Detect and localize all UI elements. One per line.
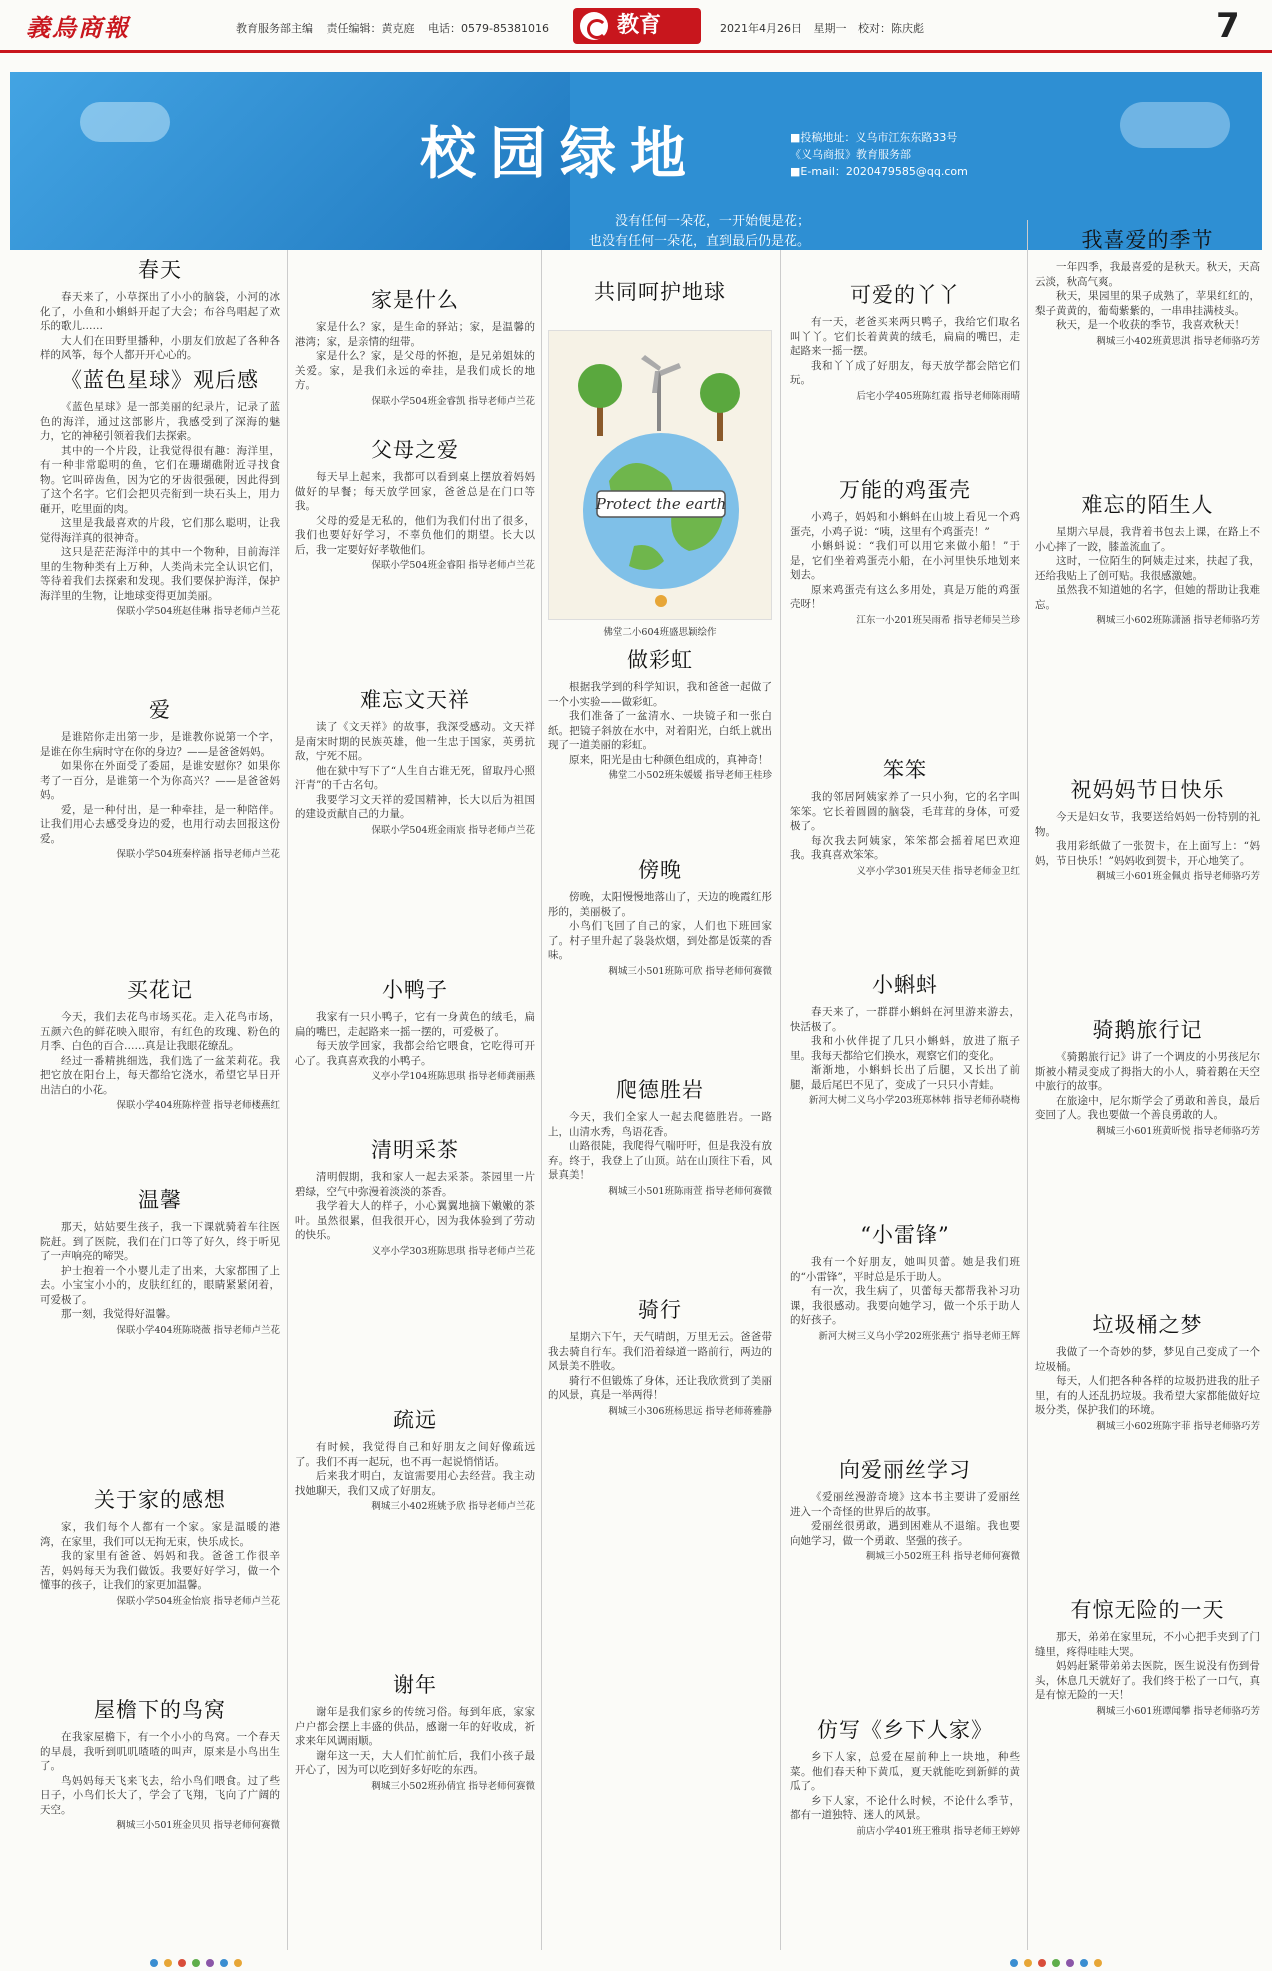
picture-heading: 共同呵护地球 (594, 280, 726, 304)
article-title: 难忘文天祥 (360, 688, 470, 712)
article-title: 骑行 (638, 1298, 682, 1322)
decor-dot (1094, 1959, 1102, 1967)
article-paragraph: 爱丽丝很勇敢，遇到困难从不退缩。我也要向她学习，做一个勇敢、坚强的孩子。 (790, 1520, 1020, 1547)
article-byline: 稠城三小402班黄思淇 指导老师骆巧芳 (1096, 335, 1260, 347)
column-rule (287, 250, 288, 1950)
article-byline: 新河大树二义乌小学203班郑林韩 指导老师孙晓梅 (808, 1095, 1020, 1106)
article-paragraph: 爱，是一种付出，是一种牵挂，是一种陪伴。让我们用心去感受身边的爱，也用行动去回报这份爱。 (40, 803, 280, 845)
article-paragraph: 原来，阳光是由七种颜色组成的，真神奇！ (569, 753, 769, 766)
article-paragraph: 其中的一个片段，让我觉得很有趣：海洋里，有一种非常聪明的鱼，它们在珊瑚礁附近寻找食物。它叫碎齿鱼，因为它的牙齿很强硬，因此得到了这个名字。它们会把贝壳衔到一块石头上，用力砸开，吃里面的肉。 (40, 444, 280, 515)
article-title: 我喜爱的季节 (1081, 228, 1214, 252)
article-title: 万能的鸡蛋壳 (839, 478, 971, 502)
column-rule (541, 250, 542, 1950)
article-paragraph: 乡下人家，不论什么时候，不论什么季节，都有一道独特、迷人的风景。 (790, 1794, 1020, 1821)
decor-dot (1038, 1959, 1046, 1967)
article-paragraph: 每天，人们把各种各样的垃圾扔进我的肚子里，有的人还乱扔垃圾。我希望大家都能做好垃圾分类，保护我们的环境。 (1035, 1375, 1260, 1416)
article (40, 970, 280, 1180)
article (1035, 220, 1260, 485)
article-paragraph: 我和丫丫成了好朋友，每天放学都会陪它们玩。 (790, 359, 1020, 386)
article-byline: 稠城三小601班金佩贞 指导老师骆巧芳 (1096, 871, 1260, 882)
article (40, 1180, 280, 1480)
article-paragraph: 我用彩纸做了一张贺卡，在上面写上：“妈妈，节日快乐！”妈妈收到贺卡，开心地笑了。 (1035, 840, 1260, 867)
article-title: 有惊无险的一天 (1070, 1598, 1225, 1622)
article-title: 家是什么 (371, 288, 459, 312)
article-title: 祝妈妈节日快乐 (1070, 778, 1225, 802)
article (790, 1710, 1020, 1945)
article-paragraph: 有一天，老爸买来两只鸭子，我给它们取名叫丫丫。它们长着黄黄的绒毛，扁扁的嘴巴，走起路来一摇一摆。 (790, 316, 1020, 357)
article-byline: 稠城三小501班陈雨萱 指导老师何赛微 (608, 1185, 772, 1197)
decor-dot (150, 1959, 158, 1967)
meta-phone: 电话：0579-85381016 (428, 22, 549, 35)
article-paragraph: 秋天，果园里的果子成熟了，苹果红红的，梨子黄黄的，葡萄紫紫的，一串串挂满枝头。 (1035, 290, 1260, 317)
article-paragraph: 一年四季，我最喜爱的是秋天。秋天，天高云淡，秋高气爽。 (1035, 261, 1260, 288)
article (295, 280, 535, 430)
article-paragraph: 渐渐地，小蝌蚪长出了后腿，又长出了前腿，最后尾巴不见了，变成了一只只小青蛙。 (790, 1064, 1020, 1091)
article-paragraph: 护士抱着一个小婴儿走了出来，大家都围了上去。小宝宝小小的，皮肤红红的，眼睛紧紧闭着，可爱极了。 (40, 1264, 280, 1306)
meta-editor-in-chief: 教育服务部主编 (236, 22, 313, 35)
article-paragraph: 这里是我最喜欢的片段，它们那么聪明，让我觉得海洋真的很神奇。 (40, 517, 280, 544)
article-title: 春天 (138, 258, 182, 282)
article-paragraph: 春天来了，一群群小蝌蚪在河里游来游去，快活极了。 (790, 1006, 1020, 1033)
article (548, 850, 772, 1070)
column-rule (1027, 220, 1028, 1950)
article-byline: 保联小学504班赵佳琳 指导老师卢兰花 (116, 606, 280, 617)
tagline-line: 没有任何一朵花，一开始便是花； (614, 214, 810, 229)
article-paragraph: 读了《文天祥》的故事，我深受感动。文天祥是南宋时期的民族英雄，他一生忠于国家，英勇抗敌，宁死不屈。 (295, 721, 535, 762)
article-title: 买花记 (127, 978, 193, 1002)
article-byline: 稠城三小306班杨思远 指导老师蒋雅静 (608, 1405, 772, 1417)
article-paragraph: 家是什么？家，是父母的怀抱，是兄弟姐妹的关爱。家，是我们永远的牵挂，是我们成长的地方。 (295, 350, 535, 391)
earth-illustration (549, 331, 772, 620)
article-title: 垃圾桶之梦 (1092, 1313, 1203, 1337)
article-paragraph: 乡下人家，总爱在屋前种上一块地，种些菜。他们春天种下黄瓜，夏天就能吃到新鲜的黄瓜了。 (790, 1751, 1020, 1792)
column-rule (780, 250, 781, 1950)
article-paragraph: 原来鸡蛋壳有这么多用处，真是万能的鸡蛋壳呀！ (790, 583, 1020, 610)
article-paragraph: 春天来了，小草探出了小小的脑袋，小河的冰化了，小鱼和小蝌蚪开起了大会；布谷鸟唱起了欢乐的歌儿…… (40, 291, 280, 332)
article-title: 小蝌蚪 (872, 973, 938, 997)
article-paragraph: 在旅途中，尼尔斯学会了勇敢和善良，最后变回了人。我也要做一个善良勇敢的人。 (1035, 1094, 1260, 1121)
article-paragraph: 如果你在外面受了委屈，是谁安慰你？如果你考了一百分，是谁第一个为你高兴？——是爸爸妈妈。 (40, 760, 280, 801)
article-paragraph: 在我家屋檐下，有一个小小的鸟窝。一个春天的早晨，我听到叽叽喳喳的叫声，原来是小鸟出生了。 (40, 1731, 280, 1772)
article-paragraph: 有时候，我觉得自己和好朋友之间好像疏远了。我们不再一起玩，也不再一起说悄悄话。 (295, 1441, 535, 1468)
decor-dot (1024, 1959, 1032, 1967)
article (1035, 1010, 1260, 1305)
article-paragraph: 我们准备了一盆清水、一块镜子和一张白纸。把镜子斜放在水中，对着阳光，白纸上就出现了一道美丽的彩虹。 (548, 710, 772, 751)
article-paragraph: 那天，弟弟在家里玩，不小心把手夹到了门缝里，疼得哇哇大哭。 (1035, 1631, 1260, 1658)
article-paragraph: 小鸡子，妈妈和小蝌蚪在山坡上看见一个鸡蛋壳，小鸡子说：“咦，这里有个鸡蛋壳！” (790, 511, 1020, 538)
article-paragraph: 那天，姑姑要生孩子，我一下课就骑着车往医院赶。到了医院，我们在门口等了好久，终于听见了一声响亮的啼哭。 (40, 1221, 280, 1262)
article-byline: 稠城三小602班陈潇涵 指导老师骆巧芳 (1096, 615, 1260, 626)
article-paragraph: 我和小伙伴捉了几只小蝌蚪，放进了瓶子里。我每天都给它们换水，观察它们的变化。 (790, 1035, 1020, 1062)
article-byline: 前店小学401班王雅琪 指导老师王婷婷 (856, 1825, 1020, 1837)
article (548, 1070, 772, 1290)
article (40, 1690, 280, 1945)
decor-dot (220, 1959, 228, 1967)
article-paragraph: 虽然我不知道她的名字，但她的帮助让我难忘。 (1035, 584, 1260, 611)
article (295, 430, 535, 680)
article-paragraph: 骑行不但锻炼了身体，还让我欣赏到了美丽的风景，真是一举两得！ (548, 1374, 772, 1401)
earth-drawing (548, 330, 772, 620)
article-title: 仿写《乡下人家》 (817, 1718, 993, 1742)
article (548, 640, 772, 850)
decor-dot (1010, 1959, 1018, 1967)
article (790, 965, 1020, 1215)
picture-heading-box (548, 272, 772, 312)
article-paragraph: 我的邻居阿姨家养了一只小狗，它的名字叫笨笨。它长着圆圆的脑袋，毛茸茸的身体，可爱极了。 (790, 791, 1020, 832)
article-paragraph: 经过一番精挑细选，我们选了一盆茉莉花。我把它放在阳台上，每天都给它浇水，希望它早日开出洁白的小花。 (40, 1054, 280, 1096)
article-paragraph: 家是什么？家，是生命的驿站；家，是温馨的港湾；家，是亲情的纽带。 (295, 321, 535, 348)
article-byline: 佛堂二小502班朱媛媛 指导老师王桂珍 (608, 770, 772, 781)
article (790, 470, 1020, 750)
decor-dot (1080, 1959, 1088, 1967)
decor-dot (1052, 1959, 1060, 1967)
issue-weekday: 星期一 (813, 22, 847, 35)
cloud-icon (1120, 102, 1230, 148)
article-title: 父母之爱 (371, 438, 459, 462)
article-paragraph: 每天早上起来，我都可以看到桌上摆放着妈妈做好的早餐；每天放学回家，爸爸总是在门口等我。 (295, 471, 535, 512)
cloud-icon (80, 102, 170, 142)
article (790, 1215, 1020, 1450)
contact-address: ■投稿地址：义乌市江东东路33号 (790, 131, 958, 144)
article-byline: 稠城三小601班黄昕悦 指导老师骆巧芳 (1096, 1125, 1260, 1137)
article-title: 向爱丽丝学习 (839, 1458, 971, 1482)
article-paragraph: 后来我才明白，友谊需要用心去经营。我主动找她聊天，我们又成了好朋友。 (295, 1470, 535, 1497)
decor-dot (1066, 1959, 1074, 1967)
article-paragraph: 小蝌蚪说：“我们可以用它来做小船！”于是，它们坐着鸡蛋壳小船，在小河里快乐地划来划去。 (790, 540, 1020, 581)
article-byline: 保联小学504班金睿凯 指导老师卢兰花 (371, 395, 535, 407)
article-paragraph: 今天是妇女节，我要送给妈妈一份特别的礼物。 (1035, 811, 1260, 838)
article-byline: 义亭小学301班吴天佳 指导老师金卫红 (856, 865, 1020, 877)
article-paragraph: 这只是茫茫海洋中的其中一个物种，目前海洋里的生物种类有上万种，人类尚未完全认识它们，等待着我们去探索和发现。我们要保护海洋，保护海洋里的生物，让地球变得更加美丽。 (40, 546, 280, 602)
article-paragraph: 《蓝色星球》是一部美丽的纪录片，记录了蓝色的海洋，通过这部影片，我感受到了深海的魅力，它的神秘引领着我们去探索。 (40, 401, 280, 442)
article-paragraph: 《骑鹅旅行记》讲了一个调皮的小男孩尼尔斯被小精灵变成了拇指大的小人，骑着鹅在天空中旅行的故事。 (1035, 1051, 1260, 1092)
article-paragraph: 秋天，是一个收获的季节，我喜欢秋天！ (1056, 319, 1245, 331)
article-title: 屋檐下的鸟窝 (94, 1698, 226, 1722)
article-paragraph: 我的家里有爸爸、妈妈和我。爸爸工作很辛苦，妈妈每天为我们做饭。我要好好学习，做一个懂事的孩子，让我们的家更加温馨。 (40, 1550, 280, 1591)
article (295, 680, 535, 970)
article-title: 做彩虹 (627, 648, 693, 672)
article-byline: 保联小学504班金雨宸 指导老师卢兰花 (371, 824, 535, 836)
article-title: “小雷锋” (860, 1223, 950, 1247)
article-paragraph: 有一次，我生病了，贝蕾每天都帮我补习功课，我很感动。我要向她学习，做一个乐于助人的好孩子。 (790, 1285, 1020, 1326)
article-paragraph: 我家有一只小鸭子，它有一身黄色的绒毛，扁扁的嘴巴，走起路来一摇一摆的，可爱极了。 (295, 1011, 535, 1038)
tree-icon (578, 364, 622, 408)
article (1035, 485, 1260, 770)
article-byline: 稠城三小602班陈宇菲 指导老师骆巧芳 (1096, 1420, 1260, 1432)
article-title: 骑鹅旅行记 (1092, 1018, 1203, 1042)
article (295, 1130, 535, 1400)
article-byline: 保联小学404班陈晓薇 指导老师卢兰花 (116, 1324, 280, 1336)
article-paragraph: 这时，一位陌生的阿姨走过来，扶起了我，还给我贴上了创可贴。我很感激她。 (1035, 555, 1260, 582)
banner-tagline (510, 212, 810, 250)
article-paragraph: 家，我们每个人都有一个家。家是温暖的港湾，在家里，我们可以无拘无束，快乐成长。 (40, 1521, 280, 1548)
header-rule (0, 50, 1272, 53)
article-paragraph: 我要学习文天祥的爱国精神，长大以后为祖国的建设贡献自己的力量。 (295, 793, 535, 820)
article-title: 可爱的丫丫 (850, 283, 960, 307)
article-byline: 新河大树三义乌小学202班张燕宁 指导老师王辉 (818, 1330, 1020, 1342)
article-byline: 保联小学504班秦梓涵 指导老师卢兰花 (116, 849, 280, 860)
article (790, 1450, 1020, 1710)
meta-editor: 责任编辑：黄克庭 (326, 22, 415, 35)
article-title: 《蓝色星球》观后感 (61, 368, 259, 392)
article-paragraph: 那一刻，我觉得好温馨。 (61, 1308, 177, 1320)
issue-date: 2021年4月26日 (720, 22, 802, 35)
article-byline: 义亭小学303班陈思琪 指导老师卢兰花 (371, 1245, 535, 1257)
issue-info (720, 20, 932, 36)
article (790, 750, 1020, 965)
article-paragraph: 山路很陡，我爬得气喘吁吁，但是我没有放弃。终于，我登上了山顶。站在山顶往下看，风景真美！ (548, 1140, 772, 1181)
article (40, 1480, 280, 1690)
article-byline: 稠城三小501班陈可欣 指导老师何赛微 (608, 965, 772, 977)
article-title: 爱 (149, 698, 171, 722)
article (40, 360, 280, 690)
decor-dot (206, 1959, 214, 1967)
article-title: 温馨 (138, 1188, 182, 1212)
editor-meta (236, 20, 559, 36)
article (40, 690, 280, 970)
article-paragraph: 星期六下午，天气晴朗，万里无云。爸爸带我去骑自行车。我们沿着绿道一路前行，两边的风景美不胜收。 (548, 1331, 772, 1372)
article (295, 1665, 535, 1945)
newspaper-logo: 義烏商報 (26, 13, 130, 42)
article-paragraph: 他在狱中写下了“人生自古谁无死，留取丹心照汗青”的千古名句。 (295, 764, 535, 791)
article-byline: 保联小学504班金怡宸 指导老师卢兰花 (116, 1595, 280, 1607)
article-paragraph: 小鸟们飞回了自己的家，人们也下班回家了。村子里升起了袅袅炊烟，到处都是饭菜的香味。 (548, 920, 772, 961)
decor-dot (192, 1959, 200, 1967)
article-paragraph: 父母的爱是无私的，他们为我们付出了很多，我们也要好好学习，不辜负他们的期望。长大以后，我一定要好好孝敬他们。 (295, 514, 535, 556)
footer-decor (10, 1956, 1262, 1970)
tagline-line: 也没有任何一朵花，直到最后仍是花。 (588, 234, 810, 249)
article-title: 谢年 (393, 1673, 437, 1697)
contact-email: ■E-mail：2020479585@qq.com (790, 165, 968, 178)
article (790, 275, 1020, 470)
article-byline: 后宅小学405班陈红霞 指导老师陈雨晴 (856, 390, 1020, 402)
contact-info (790, 129, 968, 180)
article-byline: 稠城三小502班孙倩宜 指导老师何赛微 (371, 1780, 535, 1792)
decor-dot (234, 1959, 242, 1967)
article-title: 难忘的陌生人 (1081, 493, 1214, 517)
article-title: 爬德胜岩 (616, 1078, 704, 1102)
article-paragraph: 傍晚，太阳慢慢地落山了，天边的晚霞红彤彤的，美丽极了。 (548, 891, 772, 918)
banner-title: 校园绿地 (420, 122, 700, 187)
article-paragraph: 《爱丽丝漫游奇境》这本书主要讲了爱丽丝进入一个奇怪的世界后的故事。 (790, 1491, 1020, 1518)
article (1035, 1590, 1260, 1945)
article-paragraph: 根据我学到的科学知识，我和爸爸一起做了一个小实验——做彩虹。 (548, 681, 772, 708)
article (1035, 770, 1260, 1010)
article-byline: 稠城三小501班金贝贝 指导老师何赛微 (116, 1820, 280, 1831)
article-paragraph: 每天放学回家，我都会给它喂食，它吃得可开心了。我真喜欢我的小鸭子。 (295, 1040, 535, 1067)
article-paragraph: 谢年是我们家乡的传统习俗。每到年底，家家户户都会摆上丰盛的供品，感谢一年的好收成，祈求来年风调雨顺。 (295, 1706, 535, 1747)
article-title: 清明采茶 (371, 1138, 459, 1162)
issue-proofreader: 校对：陈庆彪 (858, 22, 924, 35)
section-label: 教育 (573, 8, 701, 44)
article (40, 250, 280, 360)
article-paragraph: 妈妈赶紧带弟弟去医院，医生说没有伤到骨头，休息几天就好了。我们终于松了一口气，真是有惊无险的一天！ (1035, 1660, 1260, 1701)
article-paragraph: 我有一个好朋友，她叫贝蕾。她是我们班的“小雷锋”，平时总是乐于助人。 (790, 1256, 1020, 1283)
article-paragraph: 我学着大人的样子，小心翼翼地摘下嫩嫩的茶叶。虽然很累，但我很开心，因为我体验到了劳动的快乐。 (295, 1200, 535, 1241)
article-paragraph: 我做了一个奇妙的梦，梦见自己变成了一个垃圾桶。 (1035, 1346, 1260, 1373)
article-byline: 稠城三小601班谭闻攀 指导老师骆巧芳 (1096, 1705, 1260, 1717)
article-paragraph: 清明假期，我和家人一起去采茶。茶园里一片碧绿，空气中弥漫着淡淡的茶香。 (295, 1171, 535, 1198)
article (295, 970, 535, 1130)
article-title: 傍晚 (638, 858, 682, 882)
article (548, 1290, 772, 1610)
article-byline: 稠城三小402班姚予欣 指导老师卢兰花 (371, 1501, 535, 1512)
article-paragraph: 鸟妈妈每天飞来飞去，给小鸟们喂食。过了些日子，小鸟们长大了，学会了飞翔，飞向了广阔的天空。 (40, 1774, 280, 1816)
contact-department: 《义乌商报》教育服务部 (790, 148, 911, 161)
article-paragraph: 今天，我们去花鸟市场买花。走入花鸟市场，五颜六色的鲜花映入眼帘，有红色的玫瑰、粉色的月季、白色的百合……真是让我眼花缭乱。 (40, 1011, 280, 1052)
article-paragraph: 谢年这一天，大人们忙前忙后，我们小孩子最开心了，因为可以吃到好多好吃的东西。 (295, 1749, 535, 1776)
article-paragraph: 大人们在田野里播种，小朋友们放起了各种各样的风筝，每个人都开开心心的。 (40, 334, 280, 360)
page-number: 7 (1216, 6, 1240, 46)
picture-caption: 佛堂二小604班盛思颖绘作 (603, 627, 717, 638)
article-byline: 义亭小学104班陈思琪 指导老师龚丽燕 (371, 1071, 535, 1082)
tree-icon (700, 373, 740, 413)
article-byline: 稠城三小502班王科 指导老师何赛微 (865, 1551, 1020, 1562)
article-title: 笨笨 (883, 758, 927, 782)
article-title: 关于家的感想 (94, 1488, 226, 1512)
article (1035, 1305, 1260, 1590)
decor-dot (164, 1959, 172, 1967)
section-icon (580, 12, 608, 40)
badge-text: Protect the earth (595, 495, 727, 513)
article-paragraph: 今天，我们全家人一起去爬德胜岩。一路上，山清水秀，鸟语花香。 (548, 1111, 772, 1138)
article-byline: 江东一小201班吴雨希 指导老师吴兰珍 (856, 614, 1020, 626)
article-paragraph: 星期六早晨，我背着书包去上课，在路上不小心摔了一跤，膝盖流血了。 (1035, 526, 1260, 553)
article-paragraph: 是谁陪你走出第一步，是谁教你说第一个字，是谁在你生病时守在你的身边？——是爸爸妈妈。 (40, 731, 280, 758)
article-title: 疏远 (393, 1408, 437, 1432)
article-byline: 保联小学404班陈梓萱 指导老师楼燕红 (116, 1100, 280, 1111)
article-paragraph: 每次我去阿姨家，笨笨都会摇着尾巴欢迎我。我真喜欢笨笨。 (790, 834, 1020, 861)
article (295, 1400, 535, 1665)
article-title: 小鸭子 (382, 978, 448, 1002)
decor-dot (178, 1959, 186, 1967)
article-byline: 保联小学504班金睿阳 指导老师卢兰花 (371, 560, 535, 571)
